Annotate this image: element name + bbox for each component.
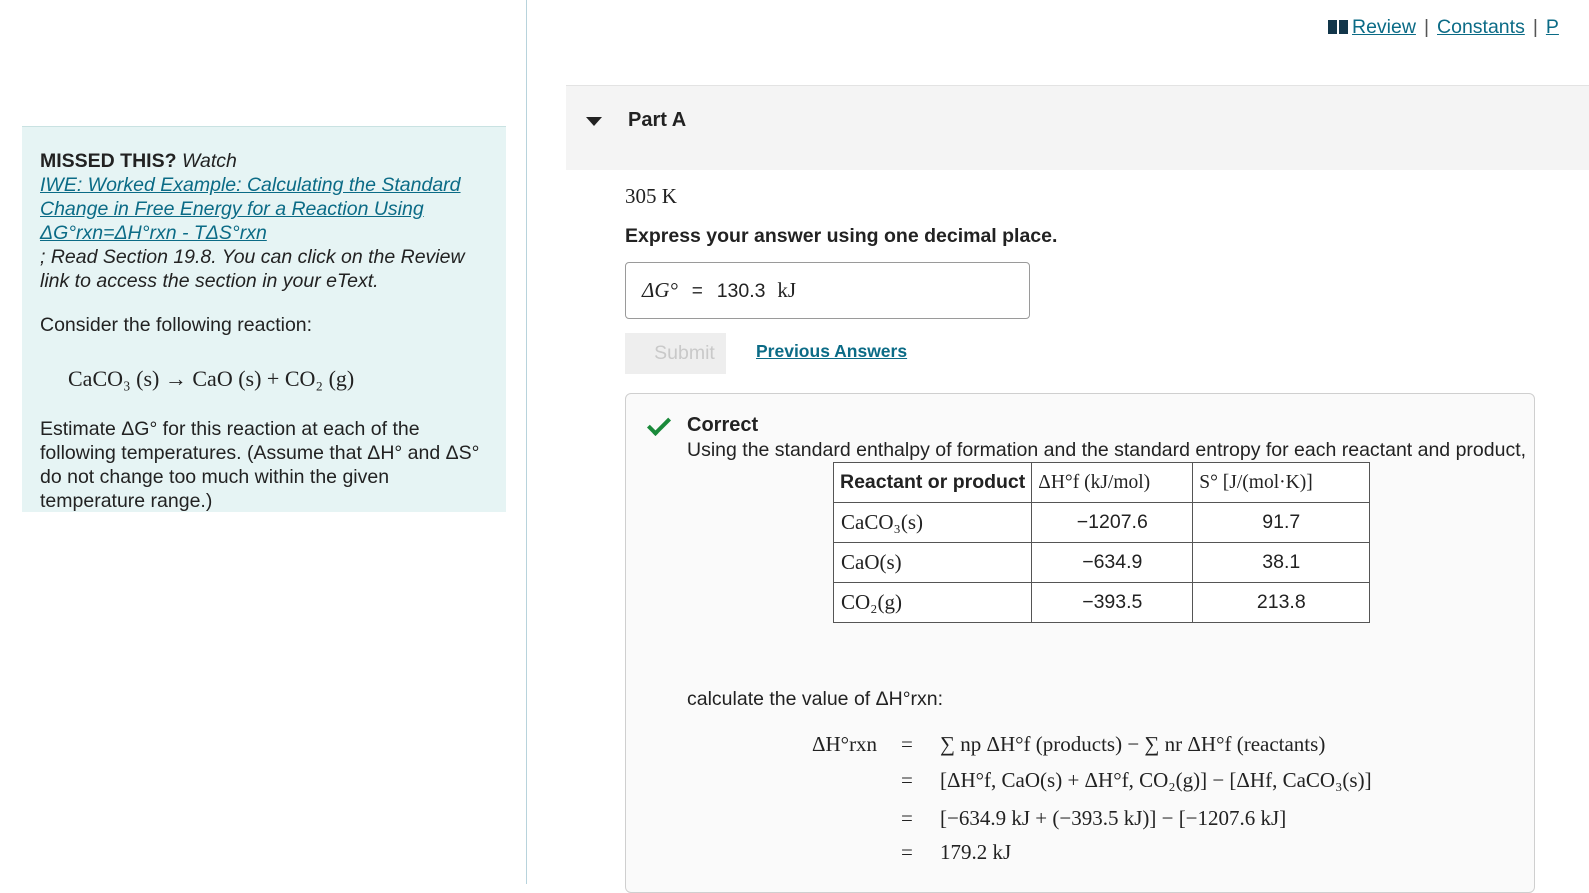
top-links: [1328, 16, 1559, 39]
derivation-equals: =: [901, 840, 913, 864]
table-cell: 38.1: [1193, 543, 1370, 583]
table-cell: CaCO₃(s): [834, 503, 1032, 543]
link-separator: |: [1532, 16, 1538, 38]
calc-instruction: calculate the value of ΔH°rxn:: [687, 688, 944, 710]
column-divider: [526, 0, 527, 884]
part-title: Part A: [628, 109, 687, 131]
feedback-title: Correct: [687, 414, 759, 436]
derivation-line: [−634.9 kJ + (−393.5 kJ)] − [−1207.6 kJ]: [940, 806, 1287, 830]
watch-label: Watch: [181, 150, 237, 172]
instruction-text: Express your answer using one decimal place.: [625, 225, 1058, 247]
submit-button[interactable]: Submit: [625, 333, 726, 374]
read-section-text: ; Read Section 19.8. You can click on the Review link to access the section in your eText.: [40, 246, 465, 292]
derivation-line: [ΔH°f, CaO(s) + ΔH°f, CO₂(g)] − [ΔHf, CaCO₃(s)]: [940, 768, 1372, 792]
review-link[interactable]: Review: [1352, 16, 1416, 38]
table-header: Reactant or product: [834, 463, 1032, 503]
table-header-row: [834, 463, 1370, 503]
answer-box[interactable]: [625, 262, 1030, 319]
checkmark-icon: [647, 412, 671, 436]
previous-answers-link[interactable]: Previous Answers: [756, 341, 908, 361]
thermo-data-table: [833, 462, 1370, 623]
consider-text: Consider the following reaction:: [40, 314, 313, 336]
table-header: S° [J/(mol·K)]: [1193, 463, 1370, 503]
table-cell: −393.5: [1032, 583, 1193, 623]
derivation-line: ∑ np ΔH°f (products) − ∑ nr ΔH°f (reactants): [940, 732, 1326, 756]
table-row: [834, 543, 1370, 583]
table-cell: CO₂(g): [834, 583, 1032, 623]
feedback-explanation: Using the standard enthalpy of formation and the standard entropy for each reactant and product,: [687, 439, 1527, 461]
answer-unit: kJ: [777, 278, 797, 302]
temperature-text: 305 K: [625, 184, 677, 208]
table-row: [834, 503, 1370, 543]
table-header: ΔH°f (kJ/mol): [1032, 463, 1193, 503]
book-icon: [1328, 20, 1348, 34]
derivation-equals: =: [901, 732, 913, 756]
derivation-lhs: ΔH°rxn: [812, 732, 878, 756]
video-link[interactable]: IWE: Worked Example: Calculating the Standard Change in Free Energy for a Reaction Using ΔG°rxn=ΔH°rxn - TΔS°rxn: [40, 174, 461, 244]
table-cell: 213.8: [1193, 583, 1370, 623]
missed-this-box: [22, 126, 506, 512]
answer-value: 130.3: [716, 280, 766, 302]
reaction-equation: CaCO₃ (s) → CaO (s) + CO₂ (g): [68, 366, 355, 391]
link-separator: |: [1423, 16, 1430, 38]
estimate-text: Estimate ΔG° for this reaction at each of the following temperatures. (Assume that ΔH° and ΔS° do not change too much within the given temperature range.): [40, 418, 480, 512]
left-panel: [0, 0, 526, 884]
feedback-panel: [625, 393, 1535, 893]
derivation-equals: =: [901, 768, 913, 792]
table-cell: 91.7: [1193, 503, 1370, 543]
periodic-table-link[interactable]: P: [1545, 16, 1559, 38]
missed-label: MISSED THIS?: [40, 150, 177, 172]
answer-lhs: ΔG°: [642, 278, 678, 302]
derivation-equals: =: [901, 806, 913, 830]
constants-link[interactable]: Constants: [1437, 16, 1525, 38]
table-cell: CaO(s): [834, 543, 1032, 583]
table-row: [834, 583, 1370, 623]
caret-down-icon[interactable]: [586, 117, 602, 126]
table-cell: −634.9: [1032, 543, 1193, 583]
derivation-line: 179.2 kJ: [940, 840, 1012, 864]
answer-equals: =: [691, 281, 703, 302]
part-header[interactable]: [566, 85, 1589, 170]
table-cell: −1207.6: [1032, 503, 1193, 543]
